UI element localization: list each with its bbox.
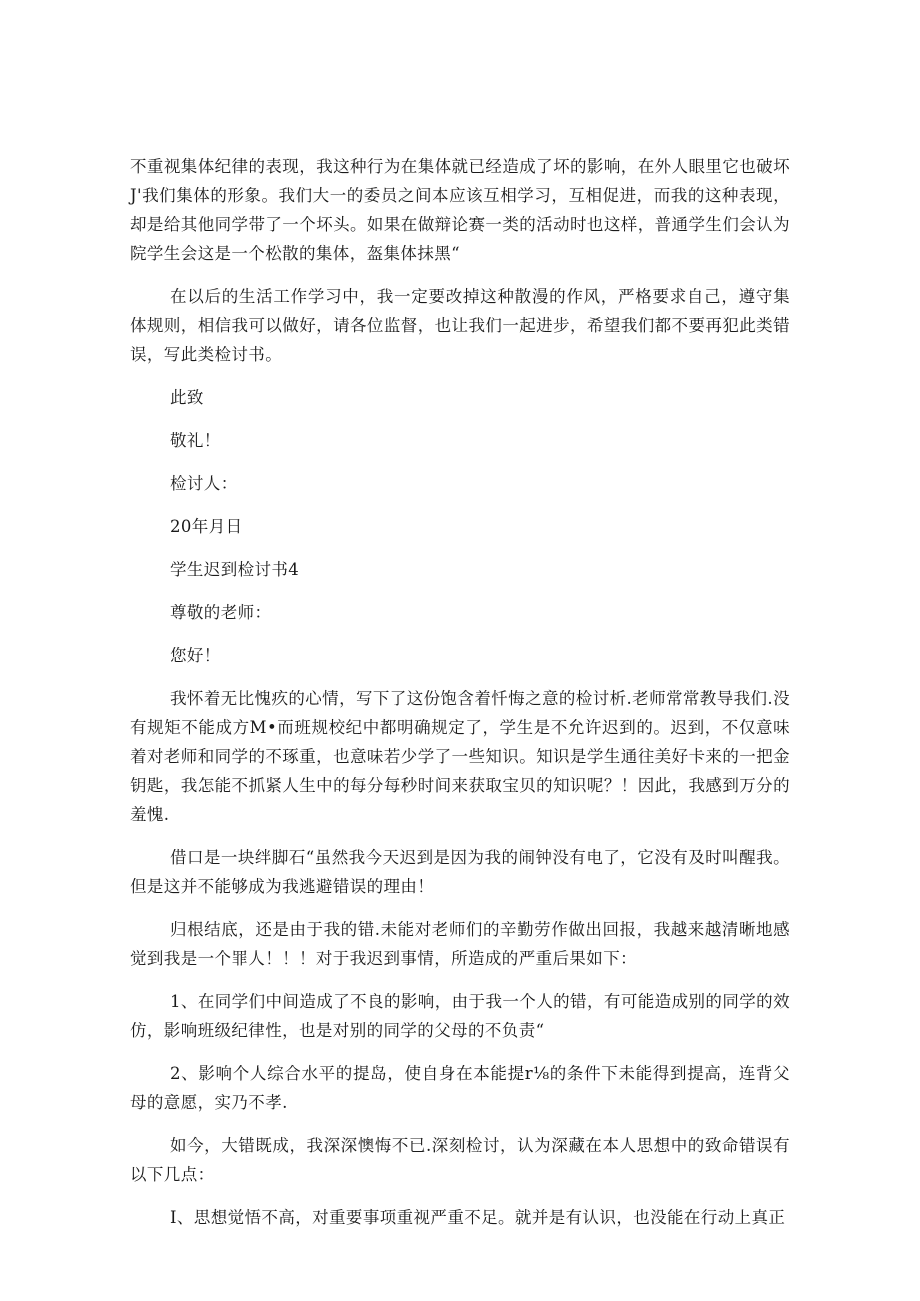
list-item-error-1: I、思想觉悟不高，对重要事项重视严重不足。就并是有认识，也没能在行动上真正 xyxy=(170,1208,786,1227)
list-item-consequence-2: 2、影响个人综合水平的提岛，使自身在本能提r⅛的条件下未能得到提高，连背父母的意愿，实乃不孝. xyxy=(130,1064,790,1112)
signer-line: 检讨人： xyxy=(170,474,238,493)
paragraph-reflection: 如今，大错既成，我深深懊悔不已.深刻检讨，认为深藏在本人思想中的致命错误有以下几点： xyxy=(130,1136,790,1184)
paragraph-resolution: 在以后的生活工作学习中，我一定要改掉这种散漫的作风，严格要求自己，遵守集体规则，相信我可以做好，请各位监督，也让我们一起进步，希望我们都不要再犯此类错误，写此类检讨书。 xyxy=(130,287,790,364)
list-item-consequence-1: 1、在同学们中间造成了不良的影响，由于我一个人的错，有可能造成别的同学的效仿，影响班级纪律性，也是对别的同学的父母的不负责“ xyxy=(130,992,790,1040)
paragraph-excuse: 借口是一块绊脚石“虽然我今天迟到是因为我的闹钟没有电了，它没有及时叫醒我。但是这并不能够成为我逃避错误的理由！ xyxy=(130,848,790,896)
document-page xyxy=(130,152,790,1246)
paragraph-discipline-impact: 不重视集体纪律的表现，我这种行为在集体就已经造成了坏的影响，在外人眼里它也破坏J'我们集体的形象。我们大一的委员之间本应该互相学习，互相促进，而我的这种表现，却是给其他同学带了一个坏头。如果在做辩论赛一类的活动时也这样，普通学生们会认为院学生会这是一个松散的集体，盔集体抹黑“ xyxy=(130,157,790,263)
closing-line-1: 此致 xyxy=(170,388,204,407)
greeting: 您好！ xyxy=(170,646,221,665)
date-line: 20年月日 xyxy=(170,517,243,536)
paragraph-apology: 我怀着无比愧疚的心情，写下了这份饱含着忏悔之意的检讨析.老师常常教导我们.没有规矩不能成方M•而班规校纪中都明确规定了，学生是不允许迟到的。迟到，不仅意味着对老师和同学的不琢重，也意味若少学了一些知识。知识是学生通往美好卡来的一把金钥匙，我怎能不抓紧人生中的每分每秒时间来获取宝贝的知识呢？！因此，我感到万分的羞愧. xyxy=(130,689,790,824)
salutation: 尊敬的老师： xyxy=(170,603,272,622)
paragraph-consequences-intro: 归根结底，还是由于我的错.未能对老师们的辛勤劳作做出回报，我越来越清晰地感觉到我是一个罪人！！！对于我迟到事情，所造成的严重后果如下： xyxy=(130,920,790,968)
closing-line-2: 敬礼！ xyxy=(170,431,221,450)
section-heading: 学生迟到检讨书4 xyxy=(170,560,300,579)
